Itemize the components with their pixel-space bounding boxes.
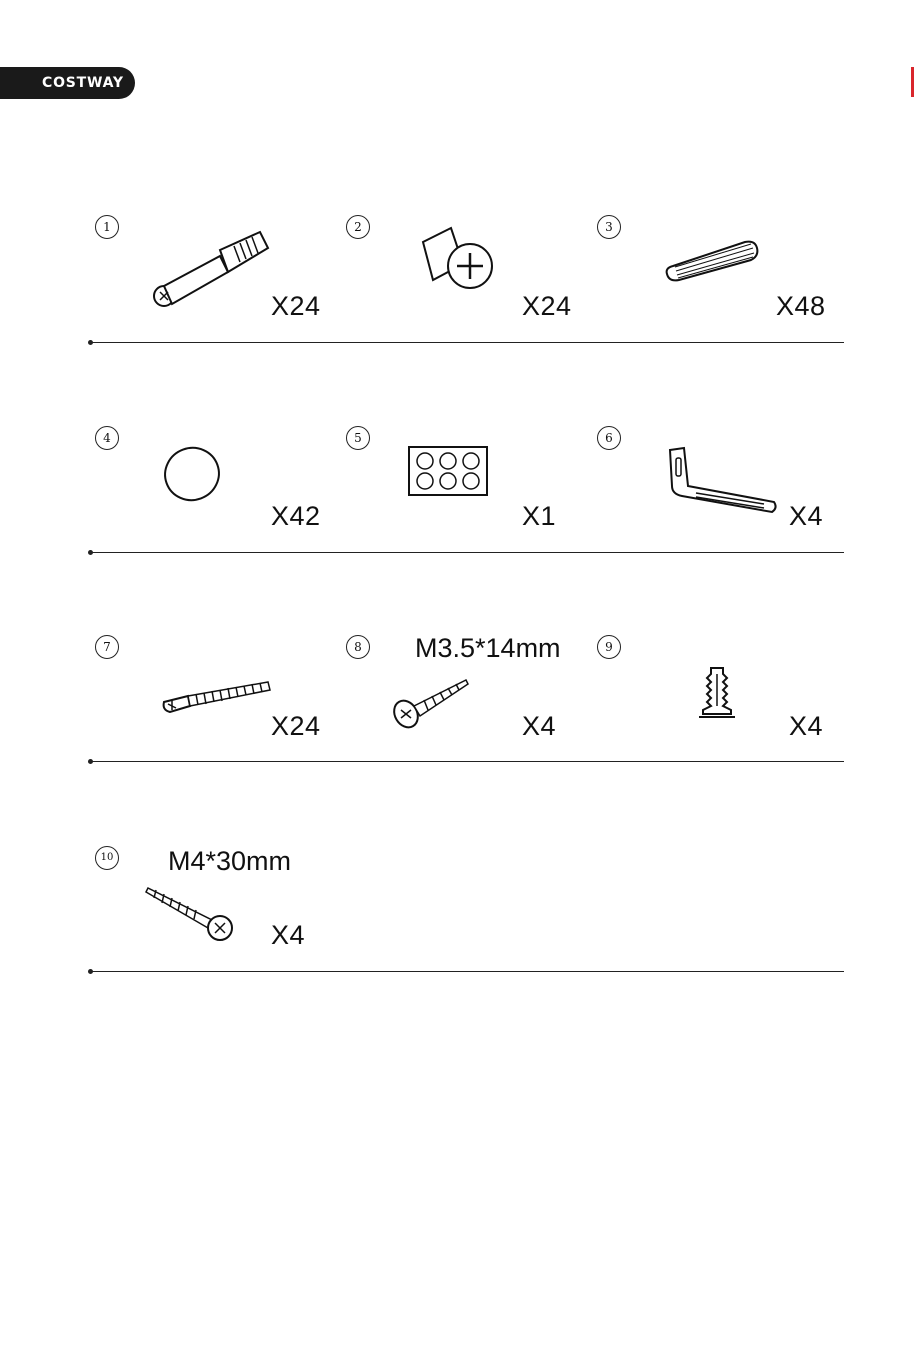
quantity-label: X4 [522, 711, 557, 741]
row-divider [90, 761, 844, 762]
quantity-label: X24 [271, 711, 321, 741]
brand-logo [0, 67, 135, 99]
quantity-label: X1 [522, 501, 557, 531]
part-number-3: 3 [597, 215, 621, 239]
part-number-1: 1 [95, 215, 119, 239]
long-screw-icon [146, 886, 238, 942]
row-divider-dot [88, 759, 93, 764]
part-number-4: 4 [95, 426, 119, 450]
cap-sheet-icon [408, 446, 488, 496]
part-number-5: 5 [346, 426, 370, 450]
brand-logo-text: COSTWAY [42, 75, 124, 91]
part-number-2: 2 [346, 215, 370, 239]
wood-screw-icon [392, 676, 472, 731]
quantity-label: X42 [271, 501, 321, 531]
cam-lock-nut-icon [415, 222, 495, 292]
part-number-9: 9 [597, 635, 621, 659]
quantity-label: X24 [522, 291, 572, 321]
plug-screw-icon [160, 678, 275, 718]
part-number-7: 7 [95, 635, 119, 659]
quantity-label: X4 [271, 920, 306, 950]
screw-size-label: M3.5*14mm [415, 633, 561, 663]
row-divider [90, 552, 844, 553]
row-divider [90, 342, 844, 343]
quantity-label: X48 [776, 291, 826, 321]
quantity-label: X4 [789, 501, 824, 531]
cam-bolt-icon [150, 228, 275, 313]
part-number-8: 8 [346, 635, 370, 659]
wall-anchor-icon [697, 666, 737, 718]
row-divider-dot [88, 969, 93, 974]
l-bracket-icon [664, 446, 779, 516]
part-number-6: 6 [597, 426, 621, 450]
part-number-10: 10 [95, 846, 119, 870]
quantity-label: X24 [271, 291, 321, 321]
row-divider [90, 971, 844, 972]
quantity-label: X4 [789, 711, 824, 741]
screw-size-label: M4*30mm [168, 846, 292, 876]
cover-cap-icon [164, 446, 224, 502]
wooden-dowel-icon [665, 236, 760, 281]
row-divider-dot [88, 340, 93, 345]
row-divider-dot [88, 550, 93, 555]
